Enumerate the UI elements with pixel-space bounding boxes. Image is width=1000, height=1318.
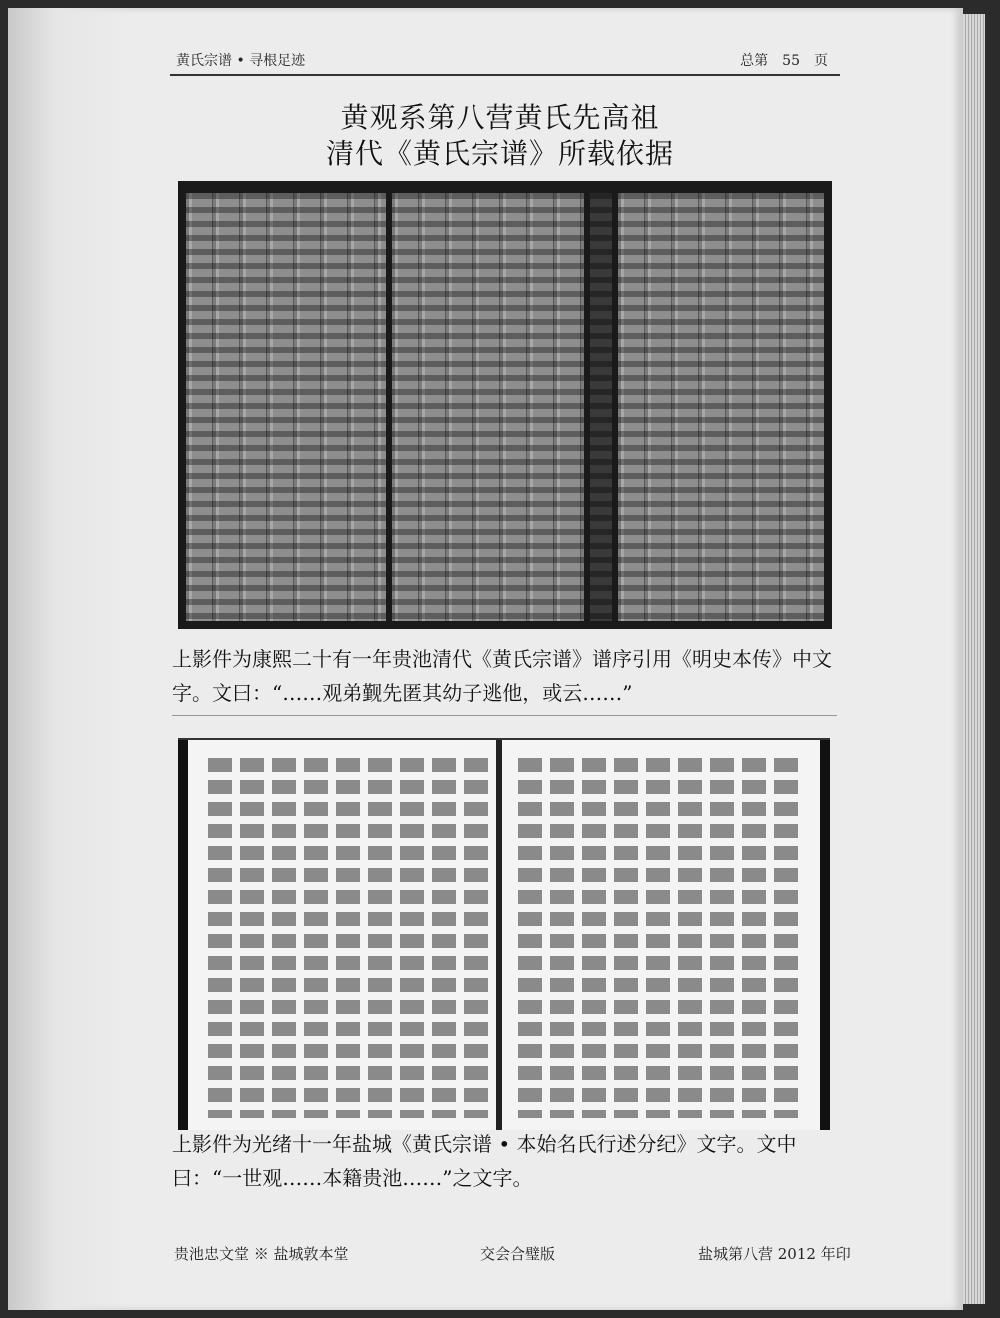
caption-photo1: 上影件为康熙二十有一年贵池清代《黄氏宗谱》谱序引用《明史本传》中文字。文曰：“……观弟觐先匿其幼子逃他，或云……” [172,647,832,705]
page-title-line2: 清代《黄氏宗谱》所载依据 [325,137,674,170]
genealogy-scan-guangxu [178,738,830,1130]
running-header [170,48,840,76]
genealogy-photo-kangxi [178,181,832,629]
caption-photo2: 上影件为光绪十一年盐城《黄氏宗谱 • 本始名氏行述分纪》文字。文中曰：“一世观……本籍贵池……”之文字。 [172,1132,797,1190]
footer-center: 交会合璧版 [480,1245,556,1263]
page-edges [963,14,985,1304]
footer-left: 贵池忠文堂 ※ 盐城敦本堂 [174,1245,349,1263]
book-gutter [8,8,128,1310]
header-suffix: 页 [814,53,828,69]
header-left: 黄氏宗谱 • 寻根足迹 [176,53,306,69]
page-title-line1: 黄观系第八营黄氏先高祖 [340,101,660,134]
header-right [740,50,828,70]
divider [172,715,837,716]
footer-right: 盐城第八营 2012 年印 [698,1245,851,1263]
page-number: 55 [782,53,800,69]
header-prefix: 总第 [740,53,769,69]
